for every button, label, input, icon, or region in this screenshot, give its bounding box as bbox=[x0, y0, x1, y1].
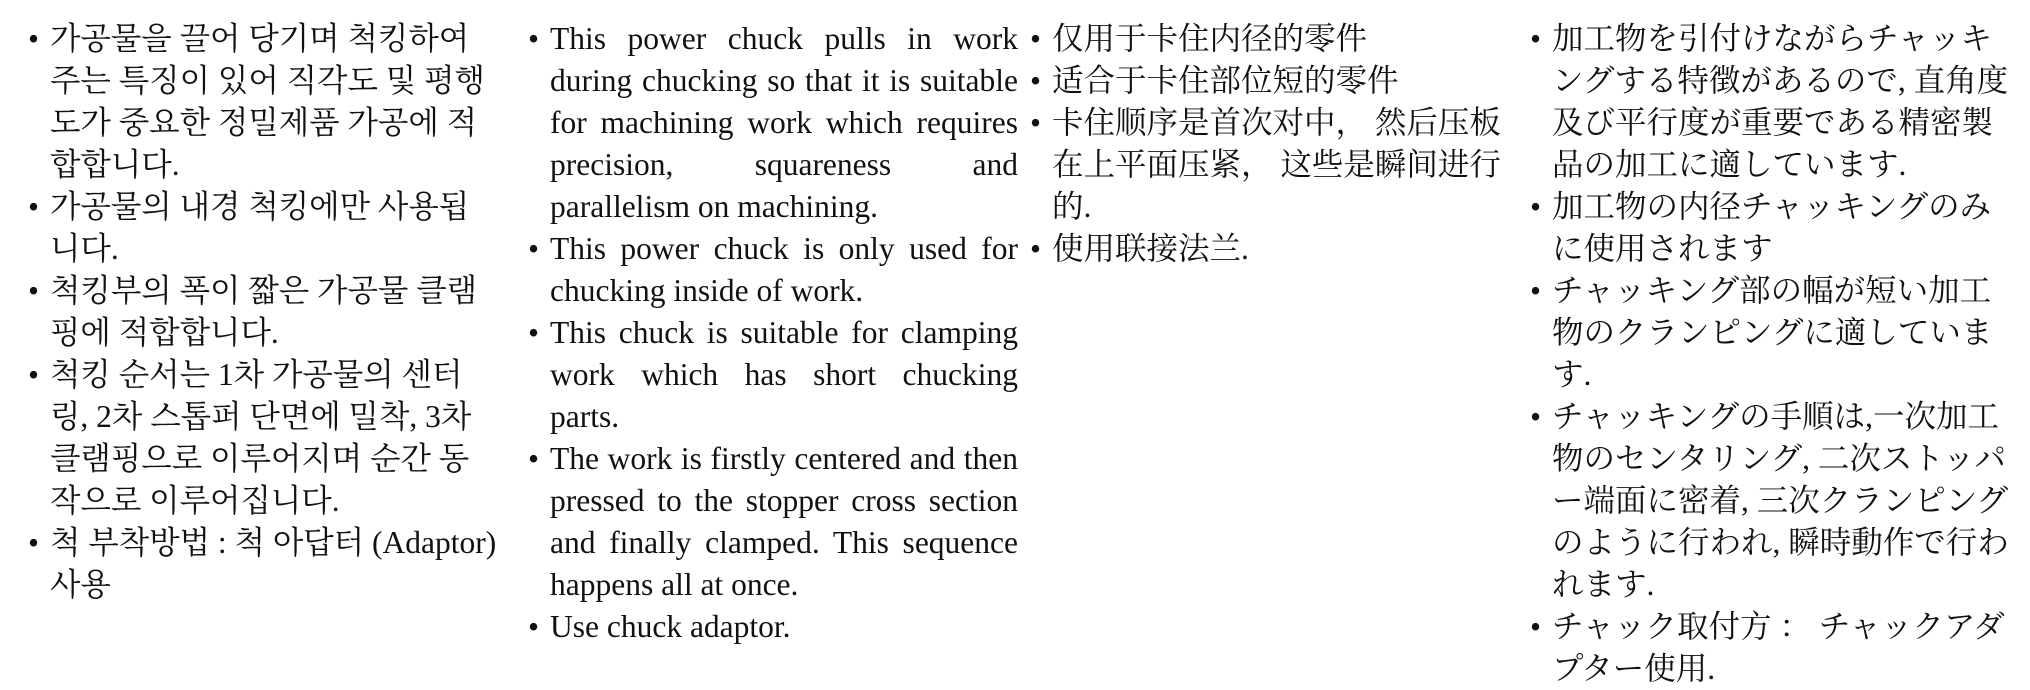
bullet: • bbox=[28, 189, 40, 224]
item-text: This power chuck is only used for chucking inside of work. bbox=[550, 231, 1018, 308]
chinese-column bbox=[1030, 18, 1510, 270]
bullet: • bbox=[528, 21, 540, 56]
list-item bbox=[1030, 18, 1510, 60]
item-text: 使用联接法兰. bbox=[1052, 231, 1249, 266]
bullet: • bbox=[28, 273, 40, 308]
list-item bbox=[1030, 228, 1510, 270]
item-text: チャッキング部の幅が短い加工物のクランピングに適しています. bbox=[1552, 273, 1993, 392]
list-item bbox=[28, 270, 498, 354]
bullet: • bbox=[1530, 273, 1542, 308]
list-item bbox=[1030, 102, 1510, 228]
bullet: • bbox=[1530, 21, 1542, 56]
list-item bbox=[28, 354, 498, 522]
item-text: 卡住顺序是首次对中， 然后压板在上平面压紧， 这些是瞬间进行的. bbox=[1052, 105, 1501, 224]
list-item bbox=[528, 312, 1018, 438]
list-item bbox=[1530, 270, 2010, 396]
item-text: The work is firstly centered and then pressed to the stopper cross section and finally clamped. This sequence happens all at once. bbox=[550, 441, 1018, 602]
item-text: 가공물의 내경 척킹에만 사용됩니다. bbox=[50, 189, 470, 266]
item-text: チャッキングの手順は,一次加工物のセンタリング, 二次ストッパー端面に密着, 三次クランピングのように行われ, 瞬時動作で行われます. bbox=[1552, 399, 2009, 602]
bullet: • bbox=[28, 357, 40, 392]
bullet: • bbox=[1530, 609, 1542, 644]
bullet: • bbox=[28, 525, 40, 560]
bullet: • bbox=[1030, 231, 1042, 266]
list-item bbox=[1530, 18, 2010, 186]
item-text: Use chuck adaptor. bbox=[550, 609, 791, 644]
item-text: This power chuck pulls in work during chucking so that it is suitable for machining work which requires precision, squareness and parallelism on machining. bbox=[550, 21, 1018, 224]
list-item bbox=[28, 522, 498, 606]
item-text: 가공물을 끌어 당기며 척킹하여 주는 특징이 있어 직각도 및 평행도가 중요한 정밀제품 가공에 적합합니다. bbox=[50, 21, 485, 182]
list-item bbox=[528, 606, 1018, 648]
japanese-column bbox=[1530, 18, 2010, 690]
list-item bbox=[528, 228, 1018, 312]
item-text: チャック取付方 ： チャックアダプター使用. bbox=[1552, 609, 2005, 686]
list-item bbox=[1530, 396, 2010, 606]
list-item bbox=[28, 186, 498, 270]
list-item bbox=[528, 438, 1018, 606]
list-item bbox=[1530, 606, 2010, 690]
bullet: • bbox=[528, 609, 540, 644]
bullet: • bbox=[528, 315, 540, 350]
item-text: 仅用于卡住内径的零件 bbox=[1052, 21, 1368, 56]
bullet: • bbox=[1530, 399, 1542, 434]
item-text: 加工物を引付けながらチャッキングする特徴があるので, 直角度及び平行度が重要である精密製品の加工に適しています. bbox=[1552, 21, 2009, 182]
list-item bbox=[1030, 60, 1510, 102]
bullet: • bbox=[1030, 105, 1042, 140]
item-text: 척 부착방법 : 척 아답터 (Adaptor)사용 bbox=[50, 525, 497, 602]
item-text: This chuck is suitable for clamping work which has short chucking parts. bbox=[550, 315, 1018, 434]
korean-column bbox=[28, 18, 498, 606]
item-text: 척킹 순서는 1차 가공물의 센터링, 2차 스톱퍼 단면에 밀착, 3차 클램핑으로 이루어지며 순간 동작으로 이루어집니다. bbox=[50, 357, 472, 518]
bullet: • bbox=[1030, 21, 1042, 56]
bullet: • bbox=[1530, 189, 1542, 224]
item-text: 加工物の内径チャッキングのみに使用されます bbox=[1552, 189, 1992, 266]
list-item bbox=[28, 18, 498, 186]
bullet: • bbox=[28, 21, 40, 56]
list-item bbox=[1530, 186, 2010, 270]
item-text: 척킹부의 폭이 짧은 가공물 클램핑에 적합합니다. bbox=[50, 273, 478, 350]
english-column bbox=[528, 18, 1018, 648]
bullet: • bbox=[1030, 63, 1042, 98]
bullet: • bbox=[528, 441, 540, 476]
list-item bbox=[528, 18, 1018, 228]
bullet: • bbox=[528, 231, 540, 266]
item-text: 适合于卡住部位短的零件 bbox=[1052, 63, 1399, 98]
